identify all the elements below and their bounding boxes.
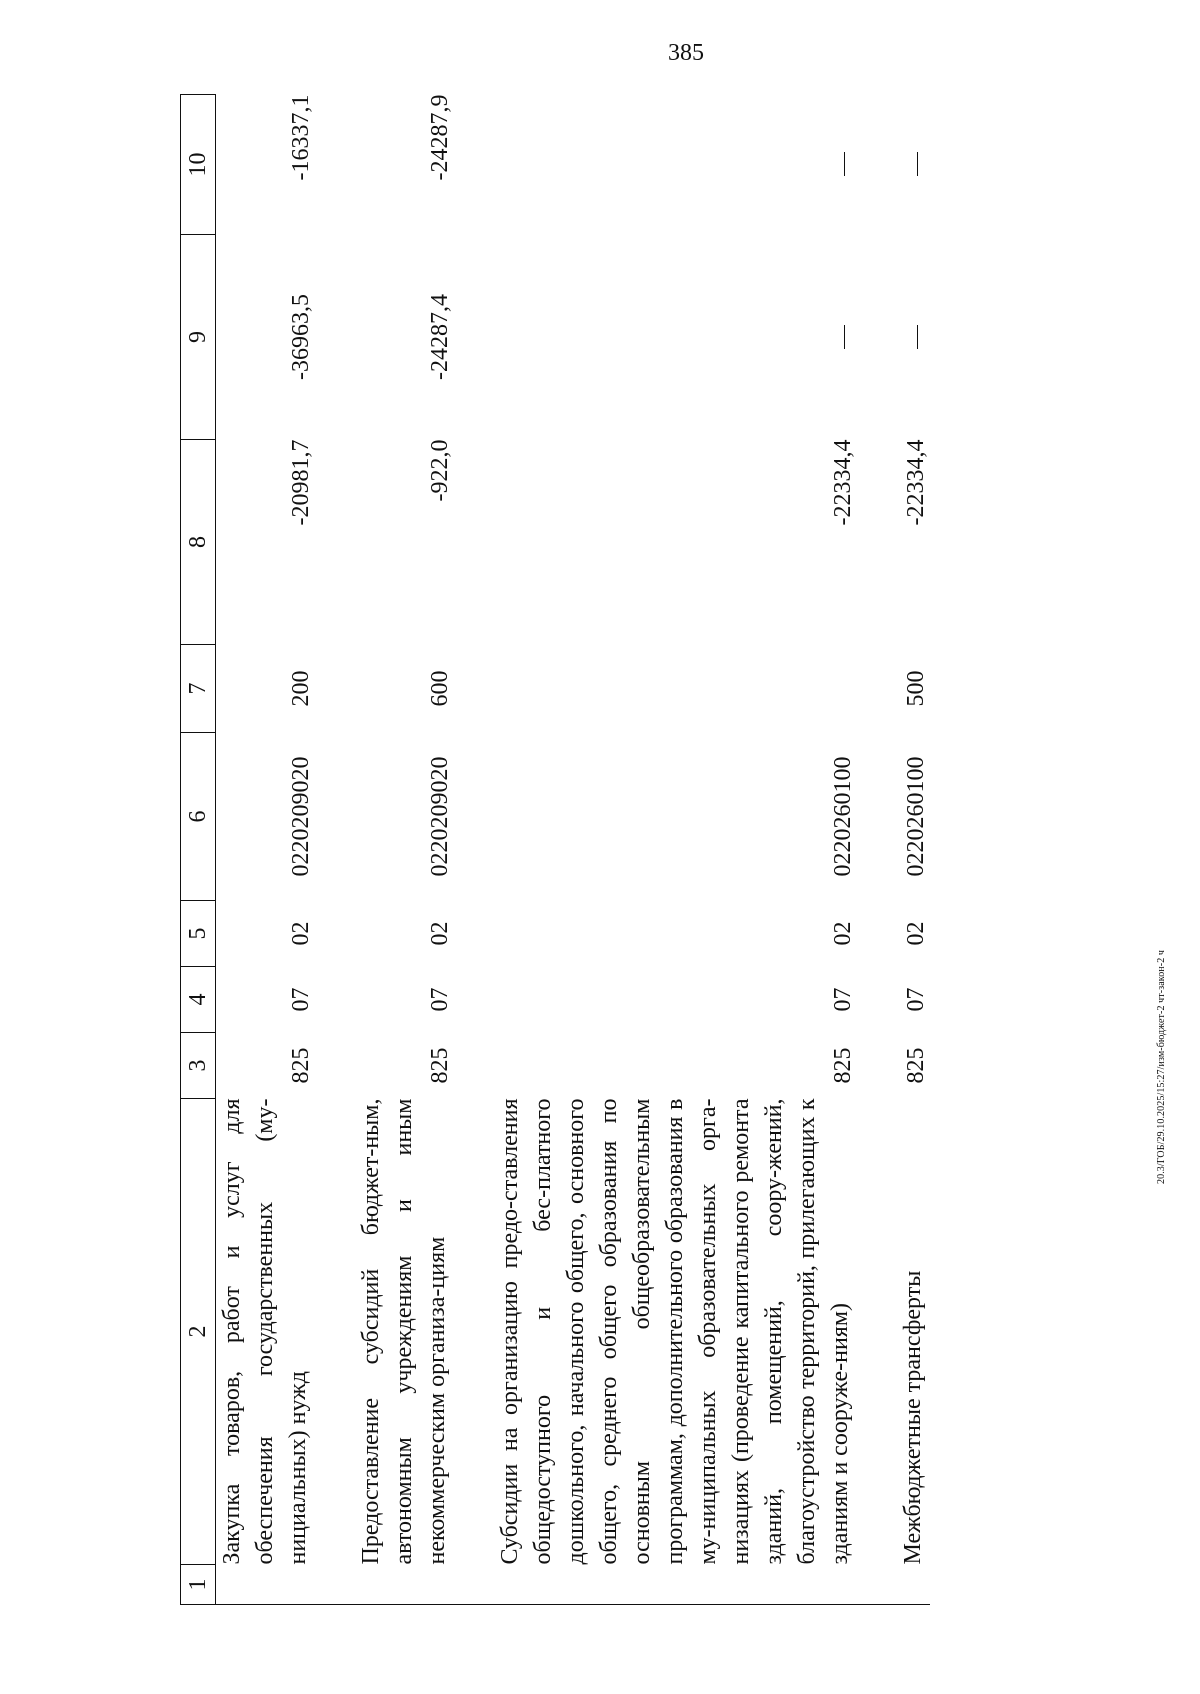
row-name: Предоставление субсидий бюджет-ным, автономным учреждениям и иным некоммерческим организа-циям: [358, 1098, 450, 1565]
cell-grbs: 825: [903, 1047, 929, 1084]
cell-vr: [494, 645, 857, 733]
cell-pr: 02: [830, 921, 856, 946]
cell-grbs: 825: [830, 1047, 856, 1084]
column-header: 2: [181, 1099, 216, 1565]
cell-rz: 07: [427, 987, 453, 1012]
budget-table-rotated: [180, 95, 1090, 1605]
cell-vr: 200: [288, 670, 314, 707]
column-header: 1: [181, 1565, 216, 1605]
column-header: 5: [181, 901, 216, 967]
dash-mark: [917, 153, 918, 177]
cell-csr: 0220260100: [903, 756, 929, 877]
cell-col8: -22334,4: [830, 439, 856, 526]
column-header: 7: [181, 645, 216, 733]
dash-mark: [844, 325, 845, 349]
cell-vr: 500: [903, 670, 929, 707]
cell-rz: 07: [288, 987, 314, 1012]
column-header: 10: [181, 95, 216, 235]
table-row: [897, 95, 930, 1605]
cell-csr: 0220209020: [288, 756, 314, 877]
table-row: [216, 95, 316, 1605]
cell-col10: [494, 95, 857, 235]
cell-pr: 02: [903, 921, 929, 946]
table-row: [494, 95, 857, 1605]
document-footer: 20.3/ГОБ/29.10.2025/15:27/изм-бюджет-2 чт-закон-2 ч: [1156, 949, 1167, 1184]
cell-col10: -24287,9: [427, 94, 453, 181]
cell-pr: 02: [288, 921, 314, 946]
cell-grbs: 825: [427, 1047, 453, 1084]
cell-col9: -24287,4: [427, 294, 453, 380]
column-header: 3: [181, 1033, 216, 1099]
cell-rz: 07: [830, 987, 856, 1012]
column-header: 9: [181, 235, 216, 440]
dash-mark: [844, 153, 845, 177]
cell-col8: -922,0: [427, 439, 453, 502]
budget-table: [180, 94, 930, 1605]
cell-col10: [897, 95, 930, 235]
row-name: Межбюджетные трансферты: [900, 1270, 926, 1565]
cell-col8: -22334,4: [903, 439, 929, 526]
dash-mark: [917, 325, 918, 349]
cell-csr: 0220209020: [427, 756, 453, 877]
cell-pr: 02: [427, 921, 453, 946]
cell-col10: -16337,1: [288, 94, 314, 181]
cell-vr: 600: [427, 670, 453, 707]
column-header: 8: [181, 440, 216, 645]
page-number: 385: [668, 40, 704, 66]
cell-col9: [897, 235, 930, 440]
table-header-row: [181, 95, 216, 1605]
row-name: Субсидии на организацию предо-ставления общедоступного и бес-платного дошкольного, начального общего, основного общего, среднего общего образования по основным общеобразовательным программам, дополнительного образования в му-ниципальных образовательных орга-низациях (проведение капитального ремонта зданий, помещений, соору-жений, благоустройство территорий, прилегающих к зданиям и сооруже-ниям): [497, 1098, 853, 1565]
cell-col8: -20981,7: [288, 439, 314, 526]
cell-rz: 07: [903, 987, 929, 1012]
column-header: 6: [181, 733, 216, 901]
row-name: Закупка товаров, работ и услуг для обеспечения государственных (му-нициальных) нужд: [219, 1098, 311, 1565]
cell-col9: -36963,5: [288, 294, 314, 380]
table-row: [355, 95, 454, 1605]
cell-csr: 0220260100: [830, 756, 856, 877]
cell-grbs: 825: [288, 1047, 314, 1084]
cell-col9: [494, 235, 857, 440]
column-header: 4: [181, 967, 216, 1033]
